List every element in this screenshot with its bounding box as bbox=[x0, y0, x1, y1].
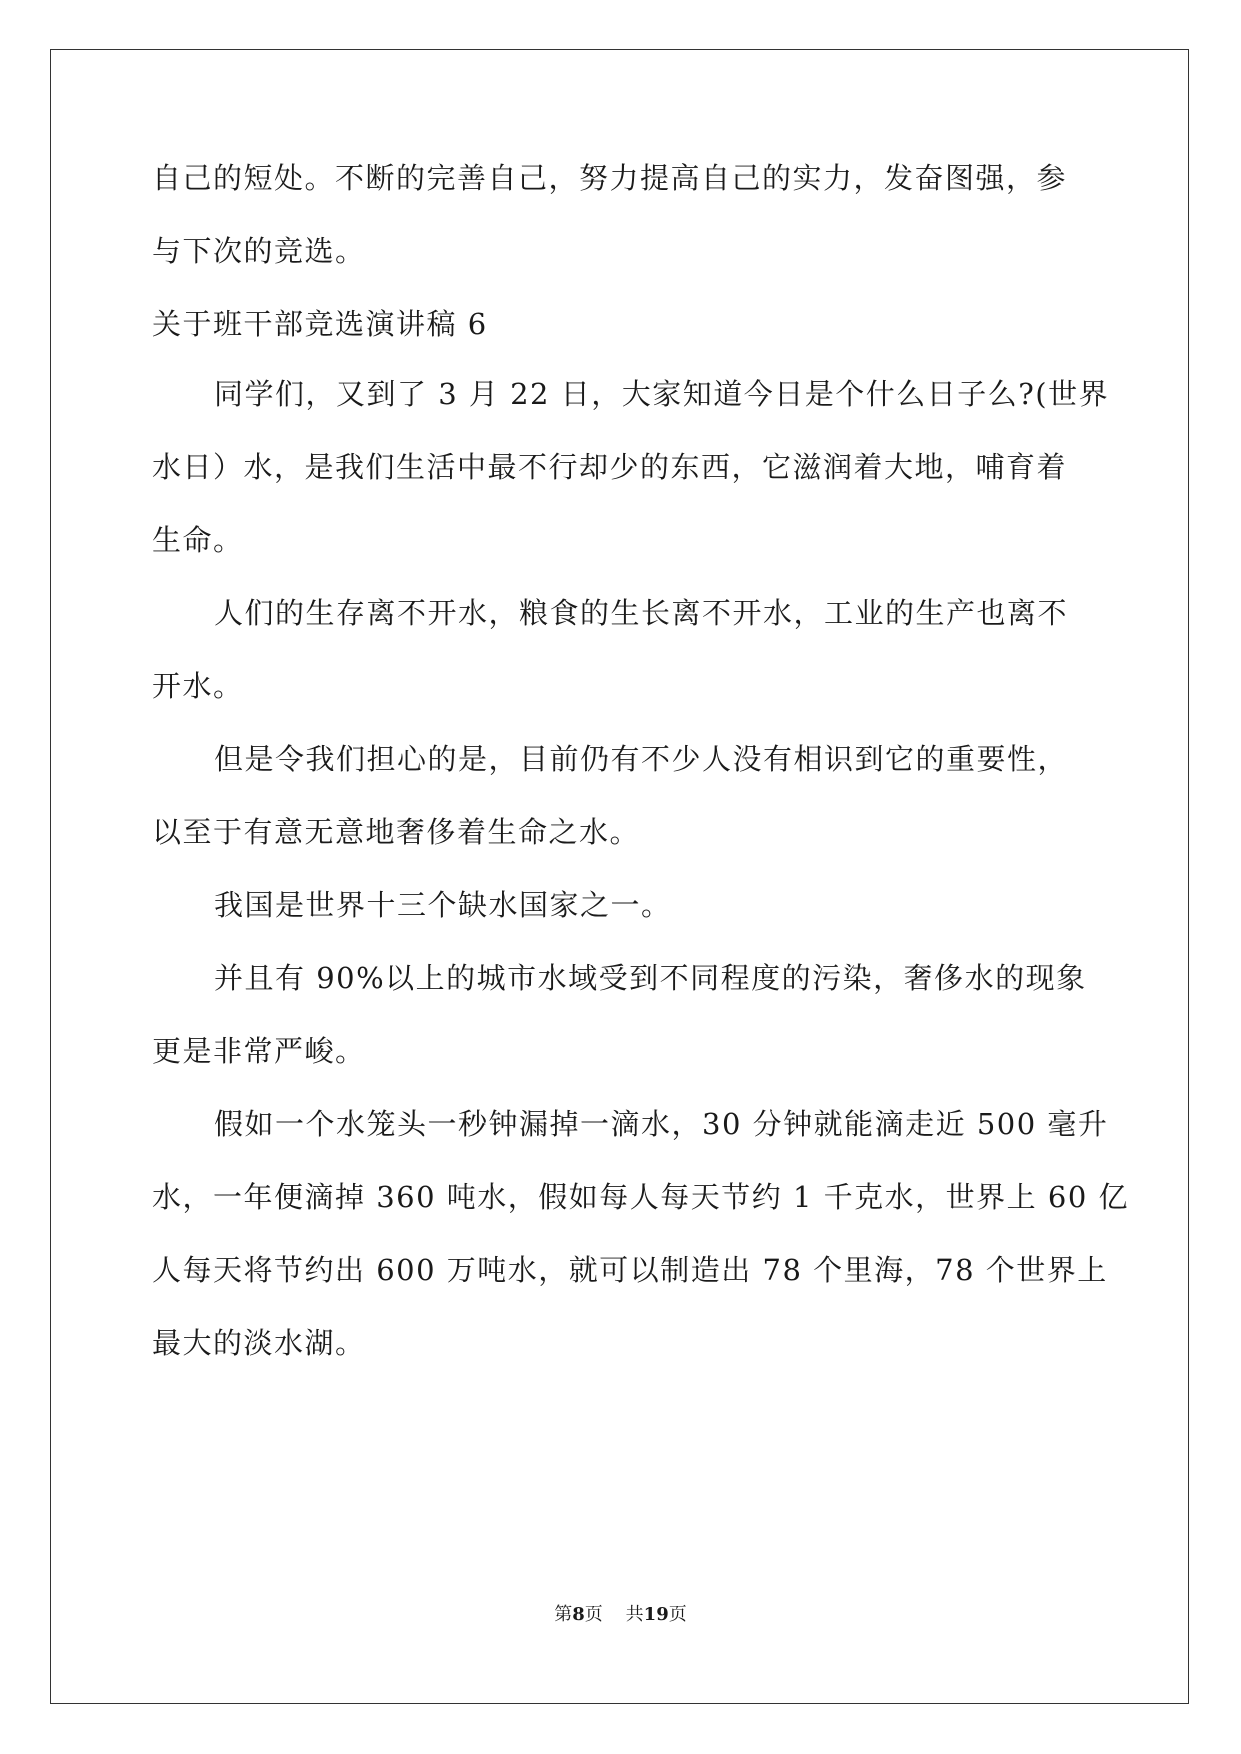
text-line: 人每天将节约出 600 万吨水，就可以制造出 78 个里海，78 个世界上 bbox=[152, 1253, 1108, 1287]
footer-page-number: 8 bbox=[572, 1604, 585, 1625]
paragraph-first-line: 假如一个水笼头一秒钟漏掉一滴水，30 分钟就能滴走近 500 毫升 bbox=[214, 1107, 1109, 1141]
page-border bbox=[50, 49, 1189, 1704]
text-line: 开水。 bbox=[152, 669, 244, 703]
paragraph-first-line: 并且有 90%以上的城市水域受到不同程度的污染，奢侈水的现象 bbox=[214, 961, 1087, 995]
section-heading: 关于班干部竞选演讲稿 6 bbox=[152, 307, 488, 341]
paragraph-first-line: 但是令我们担心的是，目前仍有不少人没有相识到它的重要性， bbox=[214, 742, 1069, 776]
text-line: 生命。 bbox=[152, 523, 244, 557]
paragraph-first-line: 我国是世界十三个缺水国家之一。 bbox=[214, 888, 672, 922]
footer-total-pages: 19 bbox=[643, 1604, 669, 1625]
text-line: 最大的淡水湖。 bbox=[152, 1326, 366, 1360]
paragraph-first-line: 同学们，又到了 3 月 22 日，大家知道今日是个什么日子么?(世界 bbox=[214, 377, 1110, 411]
footer-total-suffix: 页 bbox=[668, 1604, 687, 1625]
text-line: 水，一年便滴掉 360 吨水，假如每人每天节约 1 千克水，世界上 60 亿 bbox=[152, 1180, 1130, 1214]
text-line: 与下次的竞选。 bbox=[152, 234, 366, 268]
footer-page-suffix: 页 bbox=[584, 1604, 603, 1625]
page-footer bbox=[0, 1603, 1241, 1627]
footer-total-prefix: 共 bbox=[625, 1604, 644, 1625]
text-line: 更是非常严峻。 bbox=[152, 1034, 366, 1068]
text-line: 自己的短处。不断的完善自己，努力提高自己的实力，发奋图强，参 bbox=[152, 161, 1068, 195]
footer-prefix: 第 bbox=[554, 1604, 573, 1625]
text-line: 以至于有意无意地奢侈着生命之水。 bbox=[152, 815, 641, 849]
paragraph-first-line: 人们的生存离不开水，粮食的生长离不开水，工业的生产也离不 bbox=[214, 596, 1069, 630]
text-line: 水日）水，是我们生活中最不行却少的东西，它滋润着大地，哺育着 bbox=[152, 450, 1068, 484]
